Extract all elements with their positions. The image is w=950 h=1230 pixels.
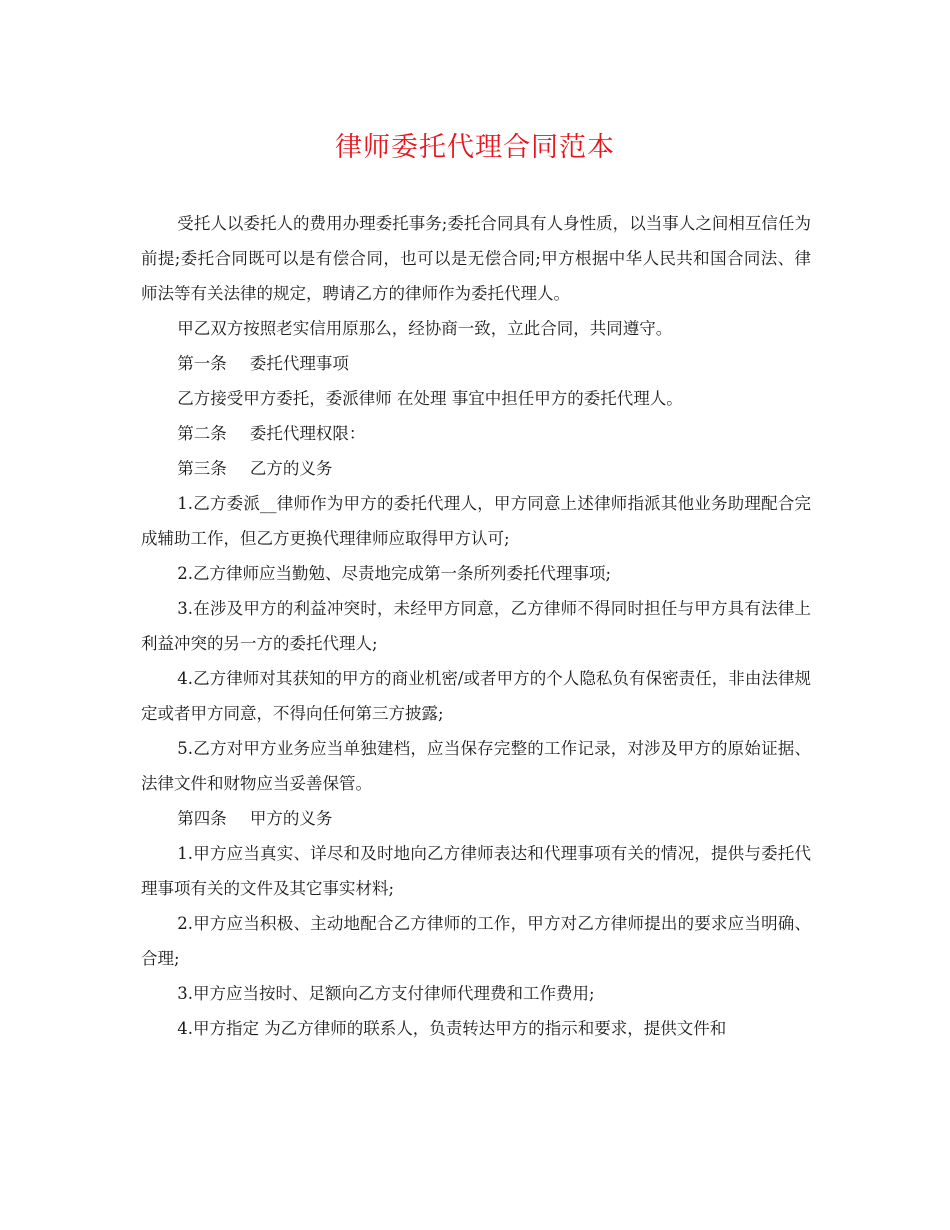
list-item: 1.乙方委派__律师作为甲方的委托代理人，甲方同意上述律师指派其他业务助理配合完成辅助工作，但乙方更换代理律师应取得甲方认可; [141, 494, 811, 548]
article-title: 乙方的义务 [249, 459, 333, 478]
list-item: 1.甲方应当真实、详尽和及时地向乙方律师表达和代理事项有关的情况，提供与委托代理事项有关的文件及其它事实材料; [141, 844, 811, 898]
list-item: 4.甲方指定 为乙方律师的联系人，负责转达甲方的指示和要求，提供文件和 [177, 1019, 727, 1038]
article-title: 委托代理权限： [249, 424, 366, 443]
article-title: 甲方的义务 [249, 809, 333, 828]
document-title: 律师委托代理合同范本 [335, 132, 615, 163]
list-item: 2.乙方律师应当勤勉、尽责地完成第一条所列委托代理事项; [177, 564, 612, 583]
list-item: 2.甲方应当积极、主动地配合乙方律师的工作，甲方对乙方律师提出的要求应当明确、合理; [141, 914, 811, 968]
agreement-paragraph: 甲乙双方按照老实信用原那么，经协商一致，立此合同，共同遵守。 [177, 319, 673, 338]
intro-paragraph: 受托人以委托人的费用办理委托事务;委托合同具有人身性质，以当事人之间相互信任为前提;委托合同既可以是有偿合同，也可以是无偿合同;甲方根据中华人民共和国合同法、律师法等有关法律的规定，聘请乙方的律师作为委托代理人。 [141, 214, 811, 303]
article-number: 第二条 [177, 424, 227, 443]
article-title: 委托代理事项 [249, 354, 349, 373]
article-4-heading [141, 801, 811, 836]
list-item: 3.甲方应当按时、足额向乙方支付律师代理费和工作费用; [177, 984, 595, 1003]
list-item: 5.乙方对甲方业务应当单独建档，应当保存完整的工作记录，对涉及甲方的原始证据、法律文件和财物应当妥善保管。 [141, 739, 811, 793]
article-number: 第三条 [177, 459, 227, 478]
article-number: 第一条 [177, 354, 227, 373]
article-3-heading [141, 451, 811, 486]
list-item: 3.在涉及甲方的利益冲突时，未经甲方同意，乙方律师不得同时担任与甲方具有法律上利益冲突的另一方的委托代理人; [141, 599, 811, 653]
article-1-heading [141, 346, 811, 381]
article-2-heading [141, 416, 811, 451]
article-number: 第四条 [177, 809, 227, 828]
document-body [141, 206, 811, 1046]
list-item: 4.乙方律师对其获知的甲方的商业机密/或者甲方的个人隐私负有保密责任，非由法律规定或者甲方同意，不得向任何第三方披露; [141, 669, 811, 723]
article-1-text: 乙方接受甲方委托，委派律师 在处理 事宜中担任甲方的委托代理人。 [177, 389, 683, 408]
